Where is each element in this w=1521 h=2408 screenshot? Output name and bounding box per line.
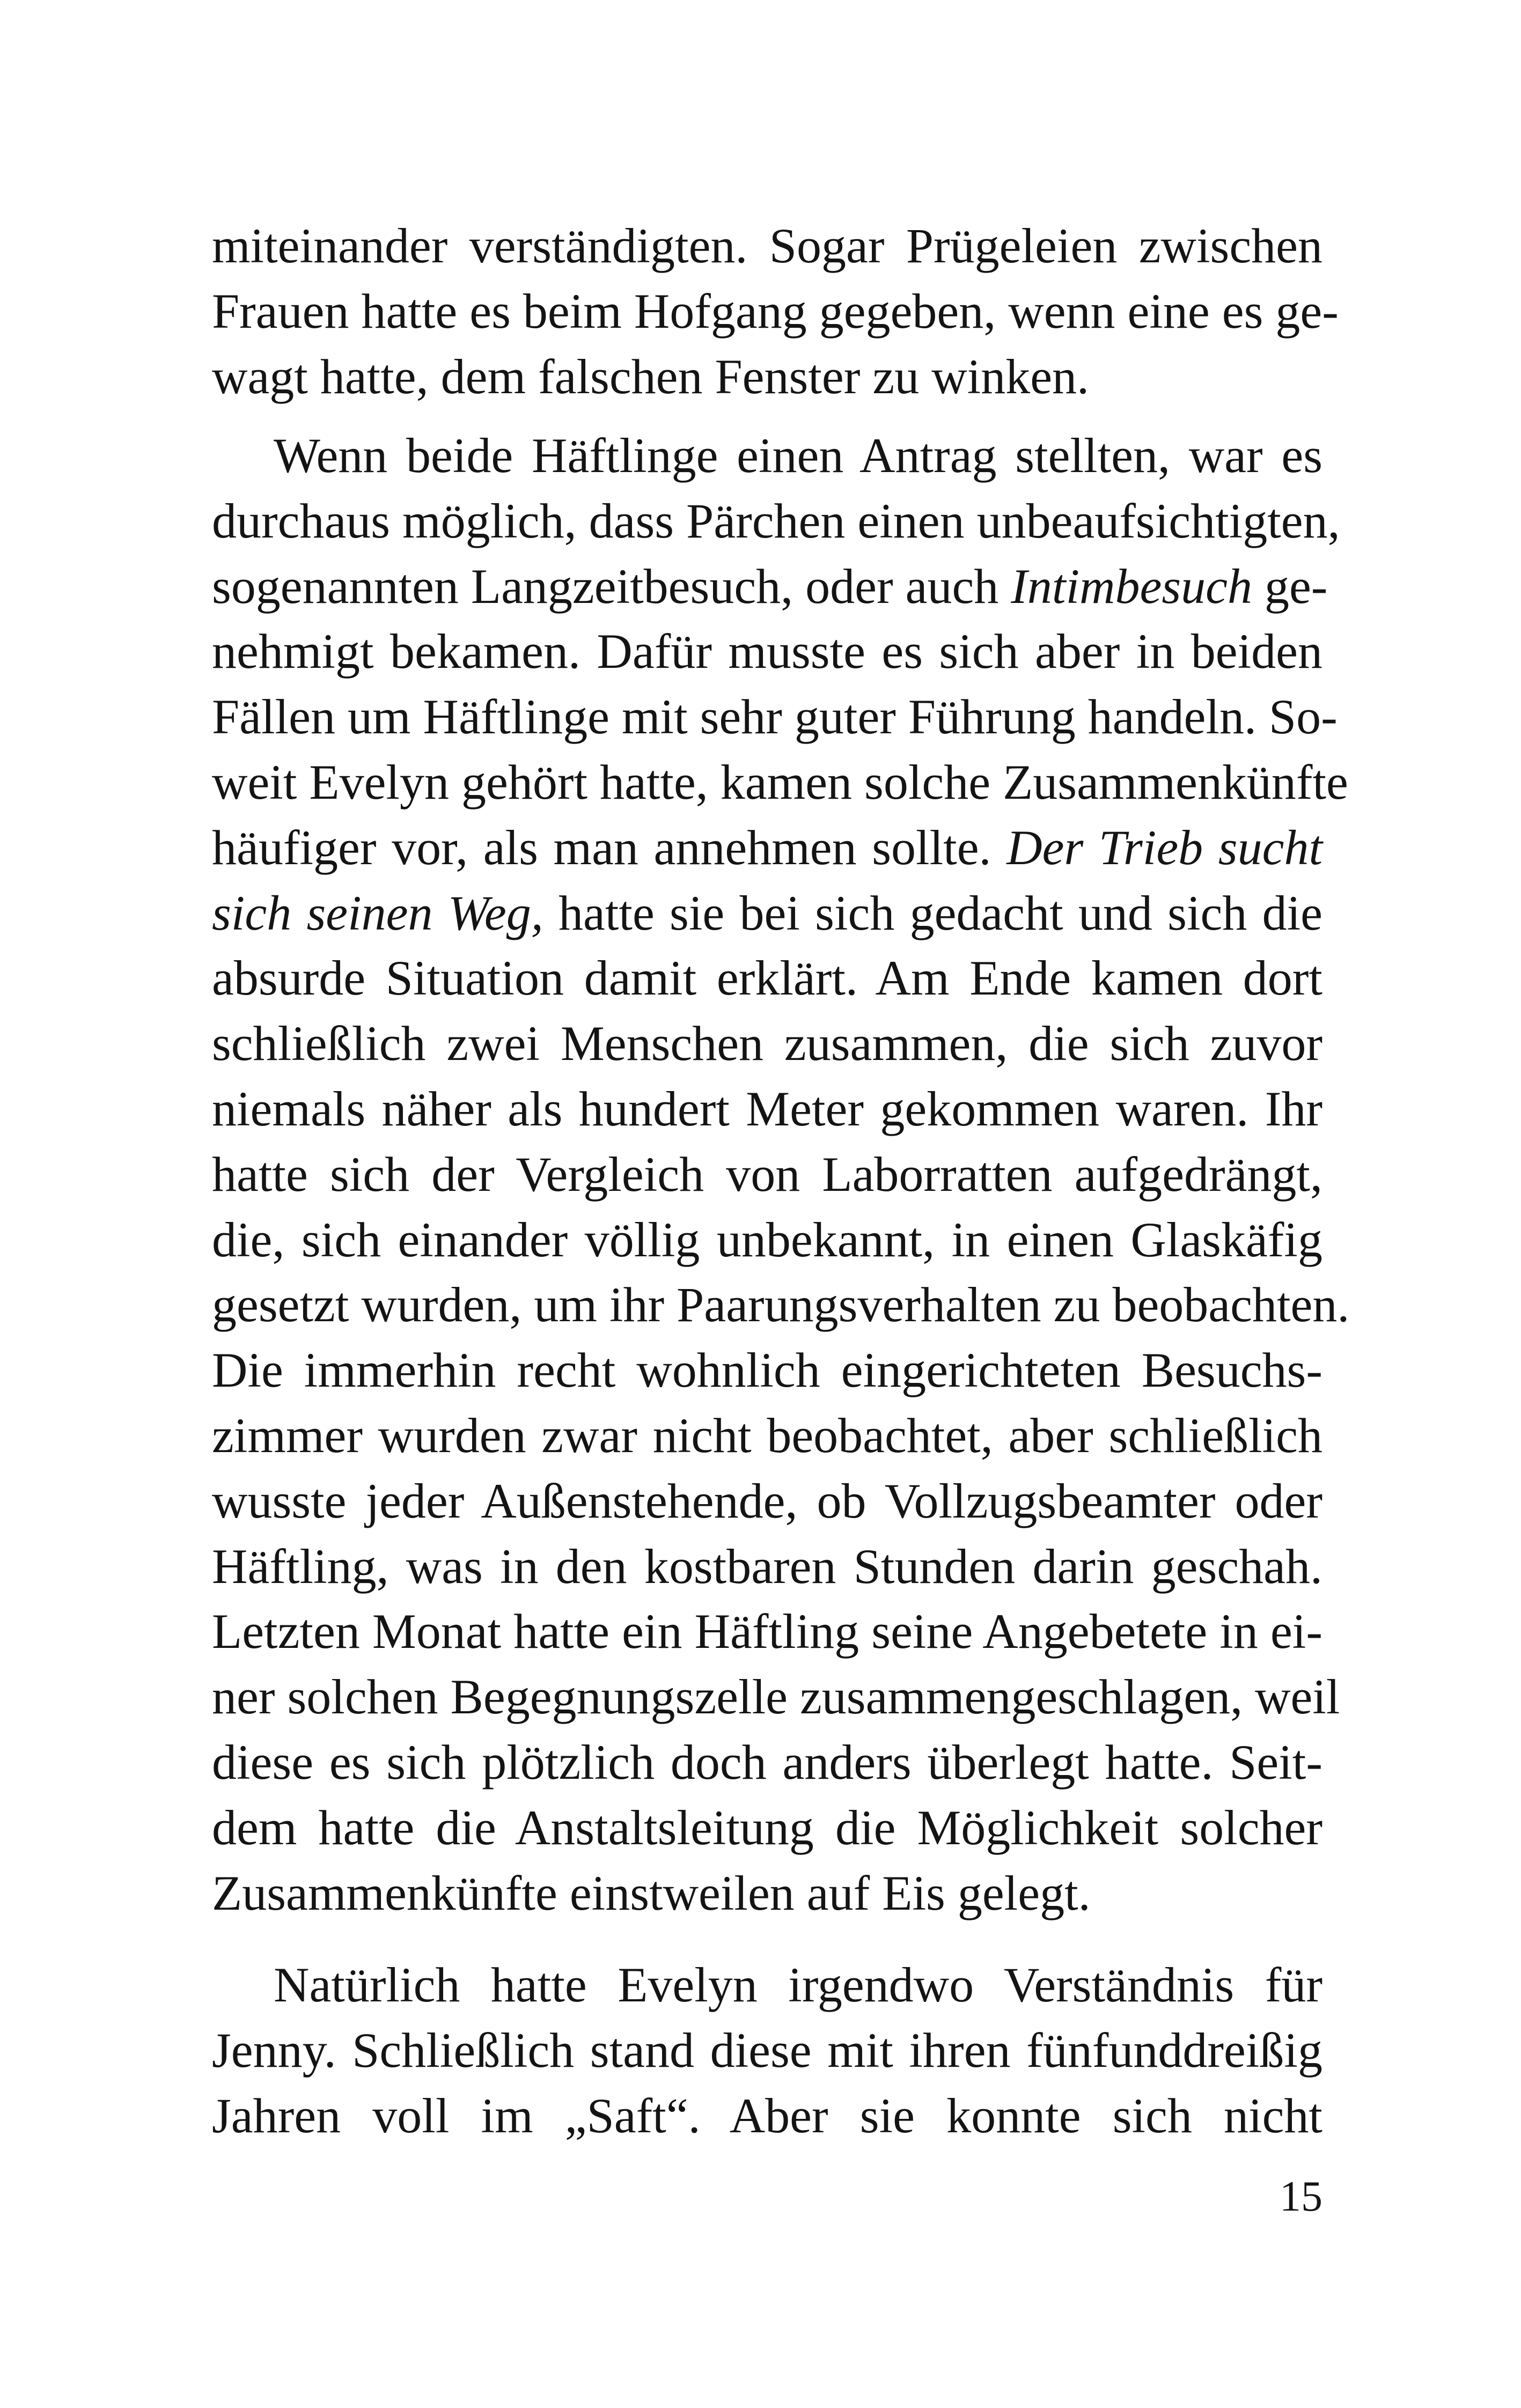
text-line: wagt hatte, dem falschen Fenster zu winken.: [212, 349, 1090, 404]
paragraph-1: [212, 213, 1339, 409]
text-line: [212, 554, 1328, 620]
text-run: ge-: [1252, 558, 1328, 614]
text-line: Häftling, was in den kostbaren Stunden darin geschah.: [212, 1538, 1322, 1594]
text-line: durchaus möglich, dass Pärchen einen unbeaufsichtigten,: [212, 493, 1340, 548]
text-run: hatte sie bei sich gedacht und sich die: [543, 885, 1322, 940]
text-line: wusste jeder Außenstehende, ob Vollzugsbeamter oder: [212, 1473, 1322, 1528]
text-line: schließlich zwei Menschen zusammen, die sich zuvor: [212, 1016, 1322, 1071]
text-line: Wenn beide Häftlinge einen Antrag stellten, war es: [274, 428, 1322, 483]
text-line: gesetzt wurden, um ihr Paarungsverhalten zu beobachten.: [212, 1277, 1350, 1332]
text-line: Zusammenkünfte einstweilen auf Eis gelegt.: [212, 1865, 1091, 1920]
text-line: Letzten Monat hatte ein Häftling seine Angebetete in ei-: [212, 1604, 1322, 1659]
text-line: Frauen hatte es beim Hofgang gegeben, wenn eine es ge-: [212, 283, 1339, 338]
text-run: sogenannten Langzeitbesuch, oder auch: [212, 558, 1011, 614]
text-run: häufiger vor, als man annehmen sollte.: [212, 820, 1007, 875]
text-line: zimmer wurden zwar nicht beobachtet, aber schließlich: [212, 1408, 1322, 1463]
text-line: niemals näher als hundert Meter gekommen waren. Ihr: [212, 1081, 1322, 1136]
text-line: die, sich einander völlig unbekannt, in einen Glaskäfig: [212, 1212, 1322, 1267]
text-line: Jahren voll im „Saft“. Aber sie konnte sich nicht: [212, 2088, 1322, 2143]
text-line: weit Evelyn gehört hatte, kamen solche Zusammenkünfte: [212, 754, 1348, 809]
text-line: Jenny. Schließlich stand diese mit ihren fünfunddreißig: [212, 2022, 1322, 2078]
text-line: Fällen um Häftlinge mit sehr guter Führung handeln. So-: [212, 689, 1338, 745]
italic-term: Intimbesuch: [1011, 558, 1252, 614]
paragraph-3: [212, 1953, 1322, 2148]
page-number: 15: [1280, 2173, 1322, 2220]
text-line: Die immerhin recht wohnlich eingerichteten Besuchs-: [212, 1343, 1322, 1398]
text-line: nehmigt bekamen. Dafür musste es sich aber in beiden: [212, 624, 1322, 679]
text-line: Natürlich hatte Evelyn irgendwo Verständnis für: [274, 1957, 1322, 2012]
text-line: ner solchen Begegnungszelle zusammengeschlagen, weil: [212, 1669, 1340, 1725]
italic-quote: sich seinen Weg,: [212, 885, 543, 940]
text-line: absurde Situation damit erklärt. Am Ende kamen dort: [212, 951, 1322, 1006]
text-line: miteinander verständigten. Sogar Prügeleien zwischen: [212, 218, 1322, 273]
text-line: diese es sich plötzlich doch anders überlegt hatte. Seit-: [212, 1734, 1322, 1790]
text-line: hatte sich der Vergleich von Laborratten aufgedrängt,: [212, 1146, 1322, 1202]
italic-quote: Der Trieb sucht: [1006, 820, 1322, 875]
text-line: [212, 815, 1322, 881]
text-line: dem hatte die Anstaltsleitung die Möglichkeit solcher: [212, 1800, 1322, 1855]
paragraph-2: [212, 423, 1350, 1926]
text-line: [212, 881, 1322, 946]
